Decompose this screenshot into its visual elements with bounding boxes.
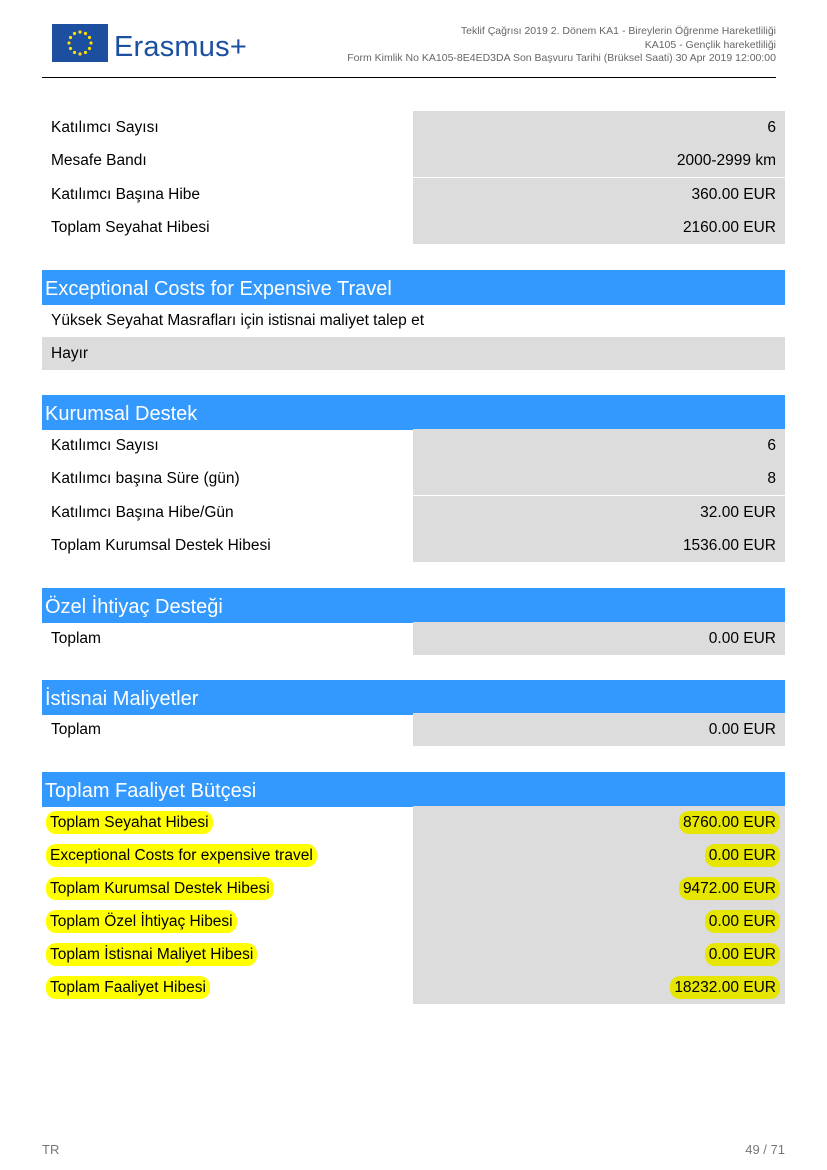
highlighted-label: Toplam İstisnai Maliyet Hibesi (46, 943, 257, 966)
highlighted-label: Toplam Faaliyet Hibesi (46, 976, 210, 999)
highlighted-label: Toplam Kurumsal Destek Hibesi (46, 877, 274, 900)
section-title-activity-budget: Toplam Faaliyet Bütçesi (42, 772, 785, 807)
table-row (42, 529, 785, 562)
table-row (42, 872, 785, 905)
row-label: Toplam (51, 630, 101, 647)
row-label (42, 938, 413, 971)
row-label: Katılımcı Başına Hibe/Gün (51, 504, 234, 521)
row-label: Katılımcı Sayısı (51, 437, 159, 454)
table-row (42, 111, 785, 144)
highlighted-value: 0.00 EUR (705, 943, 780, 966)
row-value (413, 971, 785, 1004)
row-label (42, 806, 413, 839)
row-value (413, 872, 785, 905)
row-value (413, 905, 785, 938)
highlighted-label: Exceptional Costs for expensive travel (46, 844, 317, 867)
row-label: Toplam Seyahat Hibesi (51, 219, 210, 236)
row-label (42, 905, 413, 938)
highlighted-value: 0.00 EUR (705, 844, 780, 867)
highlighted-value: 0.00 EUR (705, 910, 780, 933)
footer-page-number: 49 / 71 (745, 1142, 785, 1157)
row-label (42, 839, 413, 872)
row-value: 6 (413, 111, 785, 144)
eu-flag-icon (52, 24, 108, 62)
table-row (42, 496, 785, 529)
row-label (42, 971, 413, 1004)
table-row (42, 622, 785, 655)
row-label: Katılımcı başına Süre (gün) (51, 470, 240, 487)
row-value (413, 839, 785, 872)
table-row (42, 462, 785, 495)
exceptional-travel-question: Yüksek Seyahat Masrafları için istisnai maliyet talep et (51, 312, 425, 329)
highlighted-value: 8760.00 EUR (679, 811, 780, 834)
form-id-deadline: Form Kimlik No KA105-8E4ED3DA Son Başvuru Tarihi (Brüksel Saati) 30 Apr 2019 12:00:00 (347, 52, 776, 64)
table-row (42, 178, 785, 211)
table-row (42, 905, 785, 938)
row-label (42, 872, 413, 905)
highlighted-label: Toplam Özel İhtiyaç Hibesi (46, 910, 237, 933)
row-value (413, 938, 785, 971)
table-row (42, 429, 785, 462)
highlighted-value: 9472.00 EUR (679, 877, 780, 900)
page-header (42, 14, 776, 78)
row-value: 0.00 EUR (413, 622, 785, 655)
row-value: 2000-2999 km (413, 144, 785, 177)
table-row (42, 938, 785, 971)
row-label: Katılımcı Başına Hibe (51, 186, 201, 203)
section-title-special-needs: Özel İhtiyaç Desteği (42, 588, 785, 623)
row-value: 360.00 EUR (413, 178, 785, 211)
table-row (42, 971, 785, 1004)
table-row (42, 144, 785, 177)
row-label: Mesafe Bandı (51, 152, 147, 169)
call-title: Teklif Çağrısı 2019 2. Dönem KA1 - Bireylerin Öğrenme Hareketliliği (460, 25, 776, 37)
row-value: 0.00 EUR (413, 713, 785, 746)
highlighted-value: 18232.00 EUR (670, 976, 780, 999)
exceptional-travel-answer: Hayır (42, 337, 785, 370)
table-row (42, 713, 785, 746)
section-title-exceptional-travel: Exceptional Costs for Expensive Travel (42, 270, 785, 305)
erasmus-logo (52, 24, 247, 74)
row-value (413, 806, 785, 839)
action-type: KA105 - Gençlik hareketliliği (644, 38, 776, 51)
row-value: 2160.00 EUR (413, 211, 785, 244)
section-title-exceptional-costs: İstisnai Maliyetler (42, 680, 785, 715)
table-row (42, 806, 785, 839)
row-value: 1536.00 EUR (413, 529, 785, 562)
call-info (347, 25, 776, 66)
footer-language: TR (42, 1142, 60, 1157)
highlighted-label: Toplam Seyahat Hibesi (46, 811, 213, 834)
row-value: 8 (413, 462, 785, 495)
row-value: 32.00 EUR (413, 496, 785, 529)
section-title-organisational-support: Kurumsal Destek (42, 395, 785, 430)
brand-name: Erasmus+ (114, 31, 247, 63)
table-row (42, 211, 785, 244)
row-value: 6 (413, 429, 785, 462)
row-label: Toplam (51, 721, 101, 738)
row-label: Katılımcı Sayısı (51, 119, 159, 136)
table-row (42, 839, 785, 872)
row-label: Toplam Kurumsal Destek Hibesi (51, 537, 271, 554)
